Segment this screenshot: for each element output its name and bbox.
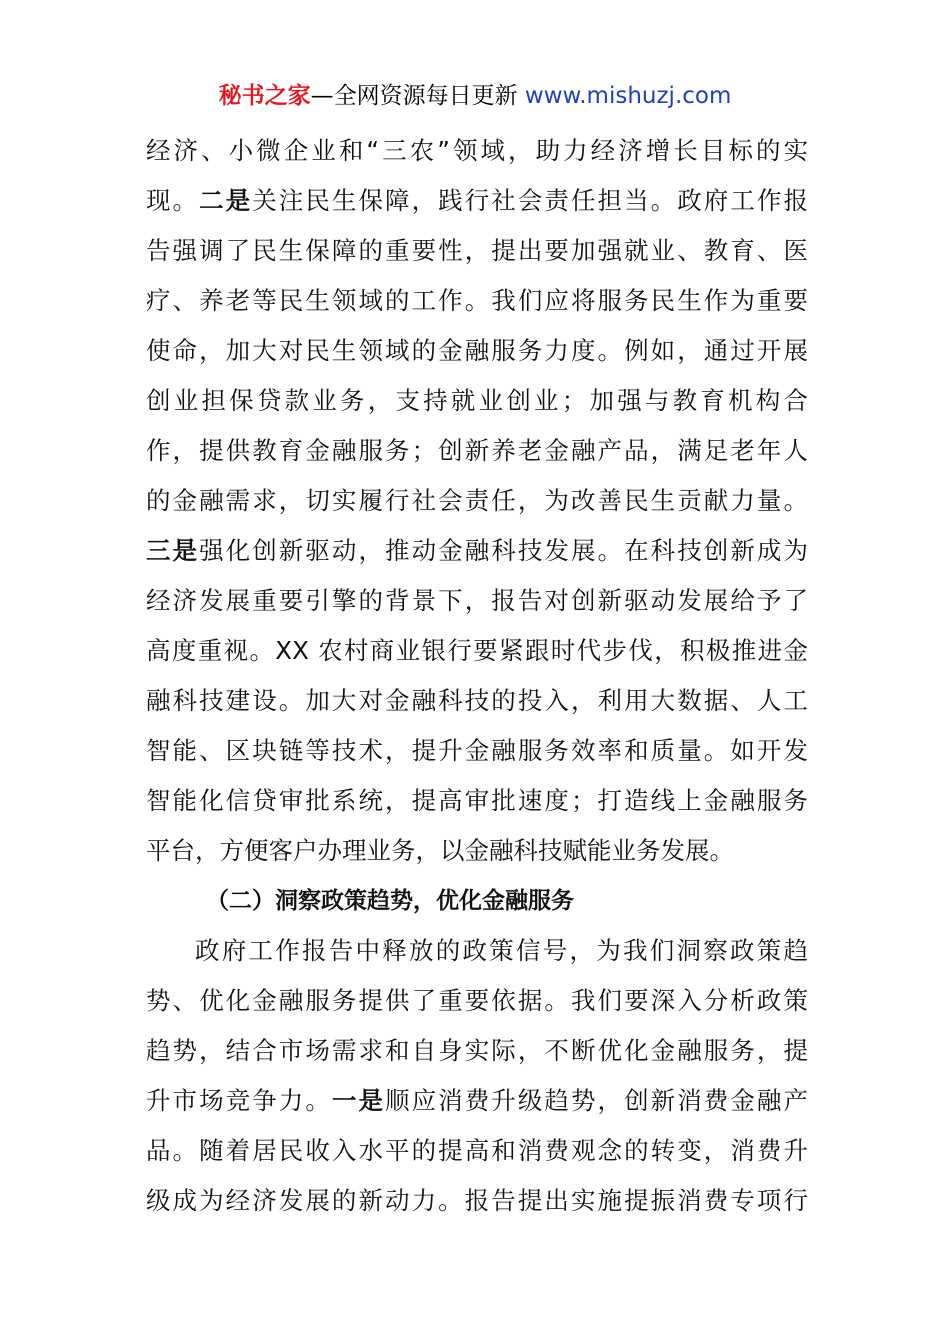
site-url[interactable]: www.mishuzj.com <box>524 83 732 109</box>
text-line: 创业担保贷款业务，支持就业创业；加强与教育机构合 <box>146 386 808 415</box>
section-heading: （二）洞察政策趋势，优化金融服务 <box>206 888 574 914</box>
text-line: 告强调了民生保障的重要性，提出要加强就业、教育、医 <box>146 236 808 265</box>
text-line: 使命，加大对民生领域的金融服务力度。例如，通过开展 <box>146 336 808 365</box>
text-line: 疗、养老等民生领域的工作。我们应将服务民生作为重要 <box>146 286 808 315</box>
text-line: 智能、区块链等技术，提升金融服务效率和质量。如开发 <box>146 736 808 765</box>
text-line: 的金融需求，切实履行社会责任，为改善民生贡献力量。 <box>146 486 808 515</box>
text-line: 品。随着居民收入水平的提高和消费观念的转变，消费升 <box>146 1136 808 1165</box>
text-line: 政府工作报告中释放的政策信号，为我们洞察政策趋 <box>195 936 808 965</box>
text-line: 级成为经济发展的新动力。报告提出实施提振消费专项行 <box>146 1186 808 1215</box>
text-line: 经济发展重要引擎的背景下，报告对创新驱动发展给予了 <box>146 586 808 615</box>
site-tagline: —全网资源每日更新 <box>310 83 525 109</box>
text-line: 平台，方便客户办理业务，以金融科技赋能业务发展。 <box>146 836 734 865</box>
text-line: 势、优化金融服务提供了重要依据。我们要深入分析政策 <box>146 986 808 1015</box>
text-line: 趋势，结合市场需求和自身实际，不断优化金融服务，提 <box>146 1036 808 1065</box>
text-line: 高度重视。XX 农村商业银行要紧跟时代步伐，积极推进金 <box>146 636 808 665</box>
text-line: 智能化信贷审批系统，提高审批速度；打造线上金融服务 <box>146 786 808 815</box>
text-line: 现。二是关注民生保障，践行社会责任担当。政府工作报 <box>146 186 808 215</box>
text-line: 三是强化创新驱动，推动金融科技发展。在科技创新成为 <box>146 536 808 565</box>
text-line: 升市场竞争力。一是顺应消费升级趋势，创新消费金融产 <box>146 1086 808 1115</box>
site-brand: 秘书之家 <box>218 83 311 109</box>
text-line: 经济、小微企业和“三农”领域，助力经济增长目标的实 <box>146 136 808 165</box>
site-header <box>0 80 950 112</box>
document-body <box>146 126 808 1226</box>
text-line: 融科技建设。加大对金融科技的投入，利用大数据、人工 <box>146 686 808 715</box>
text-line: 作，提供教育金融服务；创新养老金融产品，满足老年人 <box>146 436 808 465</box>
